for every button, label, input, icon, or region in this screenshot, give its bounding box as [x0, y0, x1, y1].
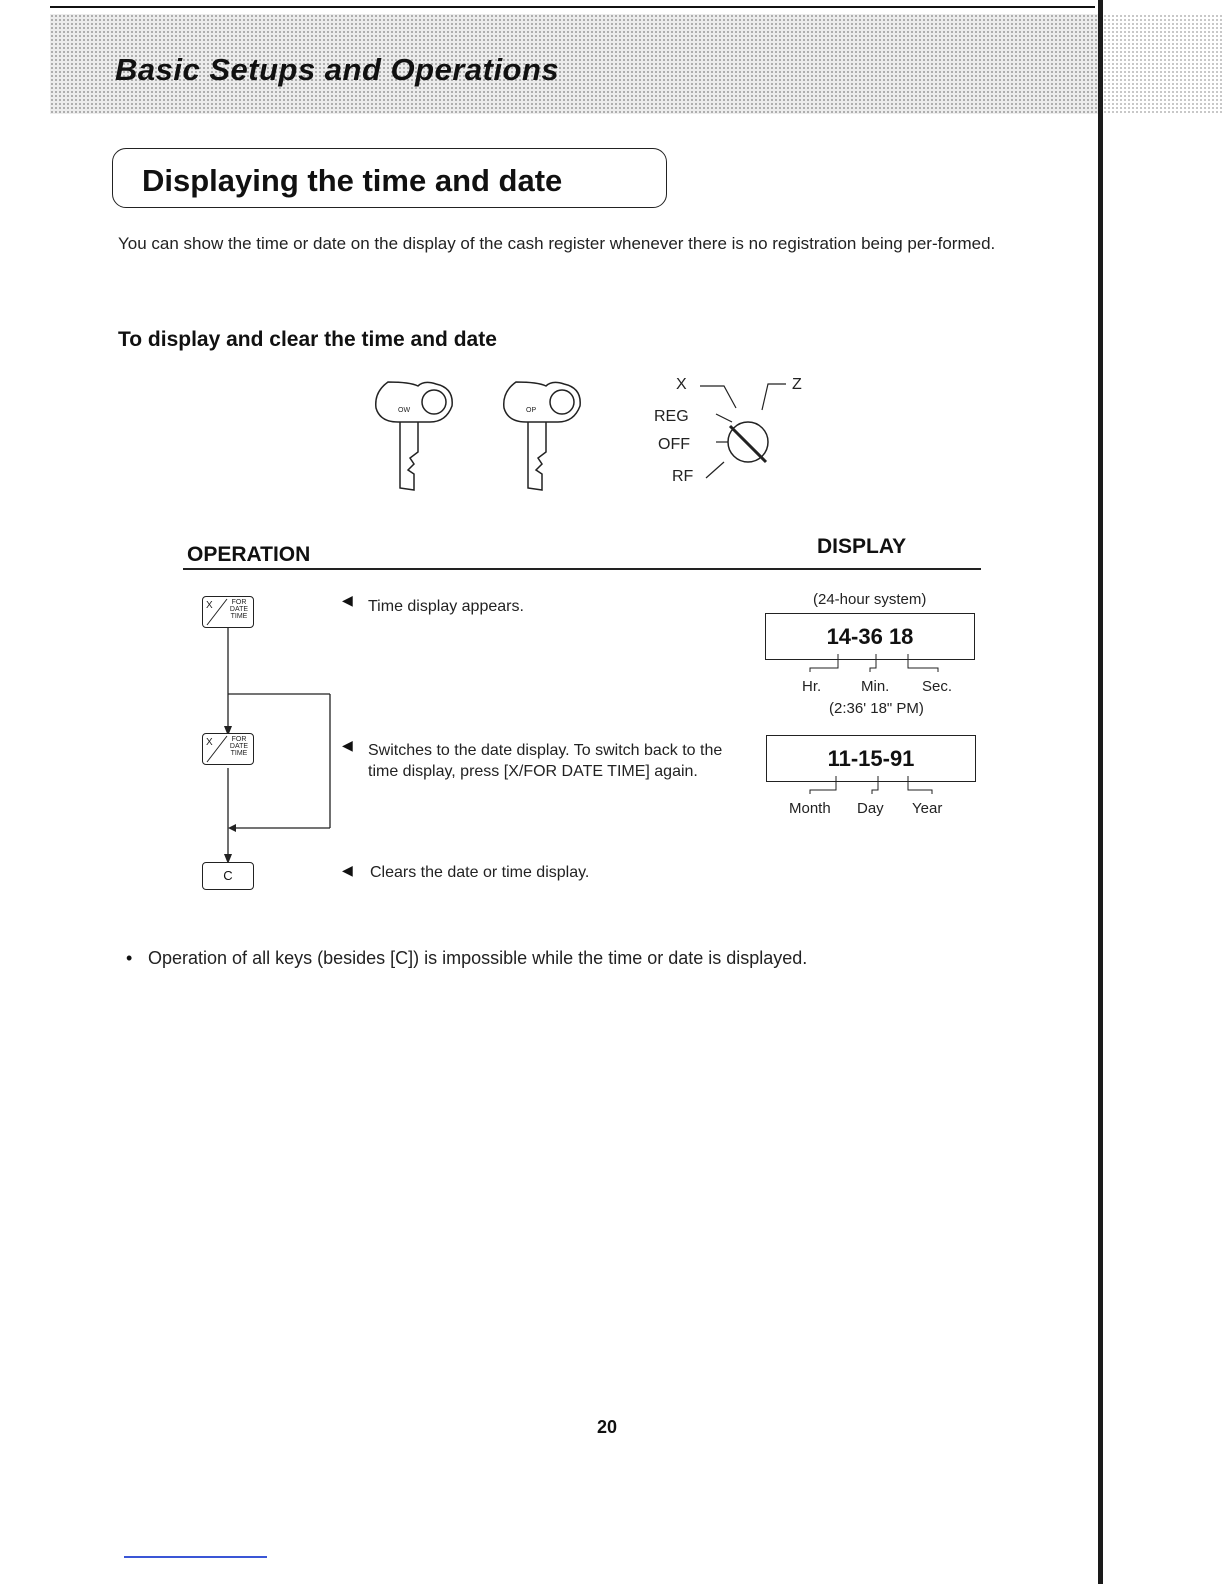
page-title: Displaying the time and date	[142, 163, 563, 198]
step-2-text: Switches to the date display. To switch back to the time display, press [X/FOR DATE TIME] again.	[368, 742, 723, 780]
display-1-part-hr: Hr.	[802, 678, 822, 695]
key-for-date-time-label: FOR DATE TIME	[229, 599, 249, 620]
step-1-text: Time display appears.	[368, 598, 524, 615]
c-key[interactable]: C	[202, 862, 254, 890]
op-key-icon	[498, 378, 588, 496]
time-display-brackets	[800, 648, 950, 678]
step-marker-icon: ◀	[342, 592, 353, 608]
display-1-part-sec: Sec.	[922, 678, 953, 695]
date-display-brackets	[800, 770, 950, 800]
page-number: 20	[597, 1417, 618, 1437]
display-2-part-month: Month	[789, 800, 831, 817]
page-edge	[1098, 0, 1103, 1584]
top-rule	[50, 6, 1095, 8]
display-column-heading: DISPLAY	[817, 535, 907, 558]
footer-rule	[124, 1556, 267, 1558]
key-for-date-time-label: FOR DATE TIME	[229, 736, 249, 757]
mode-label-rf: RF	[672, 468, 694, 485]
mode-label-z: Z	[792, 376, 802, 393]
note-text: Operation of all keys (besides [C]) is impossible while the time or date is displayed.	[148, 948, 808, 968]
display-2-part-year: Year	[912, 800, 943, 817]
subheading: To display and clear the time and date	[118, 328, 497, 351]
mode-label-off: OFF	[658, 436, 690, 453]
step-marker-icon: ◀	[342, 737, 353, 753]
display-1-note: (2:36' 18" PM)	[829, 700, 924, 717]
operation-column-heading: OPERATION	[187, 543, 311, 566]
bullet-icon: •	[126, 948, 133, 968]
intro-paragraph: You can show the time or date on the display of the cash register whenever there is no registration being per-formed.	[118, 234, 996, 253]
ow-key-label: OW	[398, 407, 411, 414]
column-rule	[183, 568, 981, 570]
mode-label-x: X	[676, 376, 687, 393]
x-for-date-time-key-2[interactable]	[202, 733, 254, 765]
mode-label-reg: REG	[654, 408, 689, 425]
step-marker-icon: ◀	[342, 862, 353, 878]
time-display: 14-36 18	[765, 613, 975, 660]
key-x-label: X	[206, 737, 213, 748]
op-key-label: OP	[526, 407, 537, 414]
display-2-part-day: Day	[857, 800, 884, 817]
display-1-part-min: Min.	[861, 678, 890, 695]
mode-switch-dial-icon	[690, 376, 800, 486]
date-display: 11-15-91	[766, 735, 976, 782]
ow-key-icon	[370, 378, 460, 496]
display-1-caption: (24-hour system)	[813, 591, 927, 608]
right-margin-texture	[1103, 14, 1224, 114]
key-x-label: X	[206, 600, 213, 611]
section-header: Basic Setups and Operations	[115, 52, 560, 87]
step-3-text: Clears the date or time display.	[370, 864, 590, 881]
x-for-date-time-key[interactable]	[202, 596, 254, 628]
